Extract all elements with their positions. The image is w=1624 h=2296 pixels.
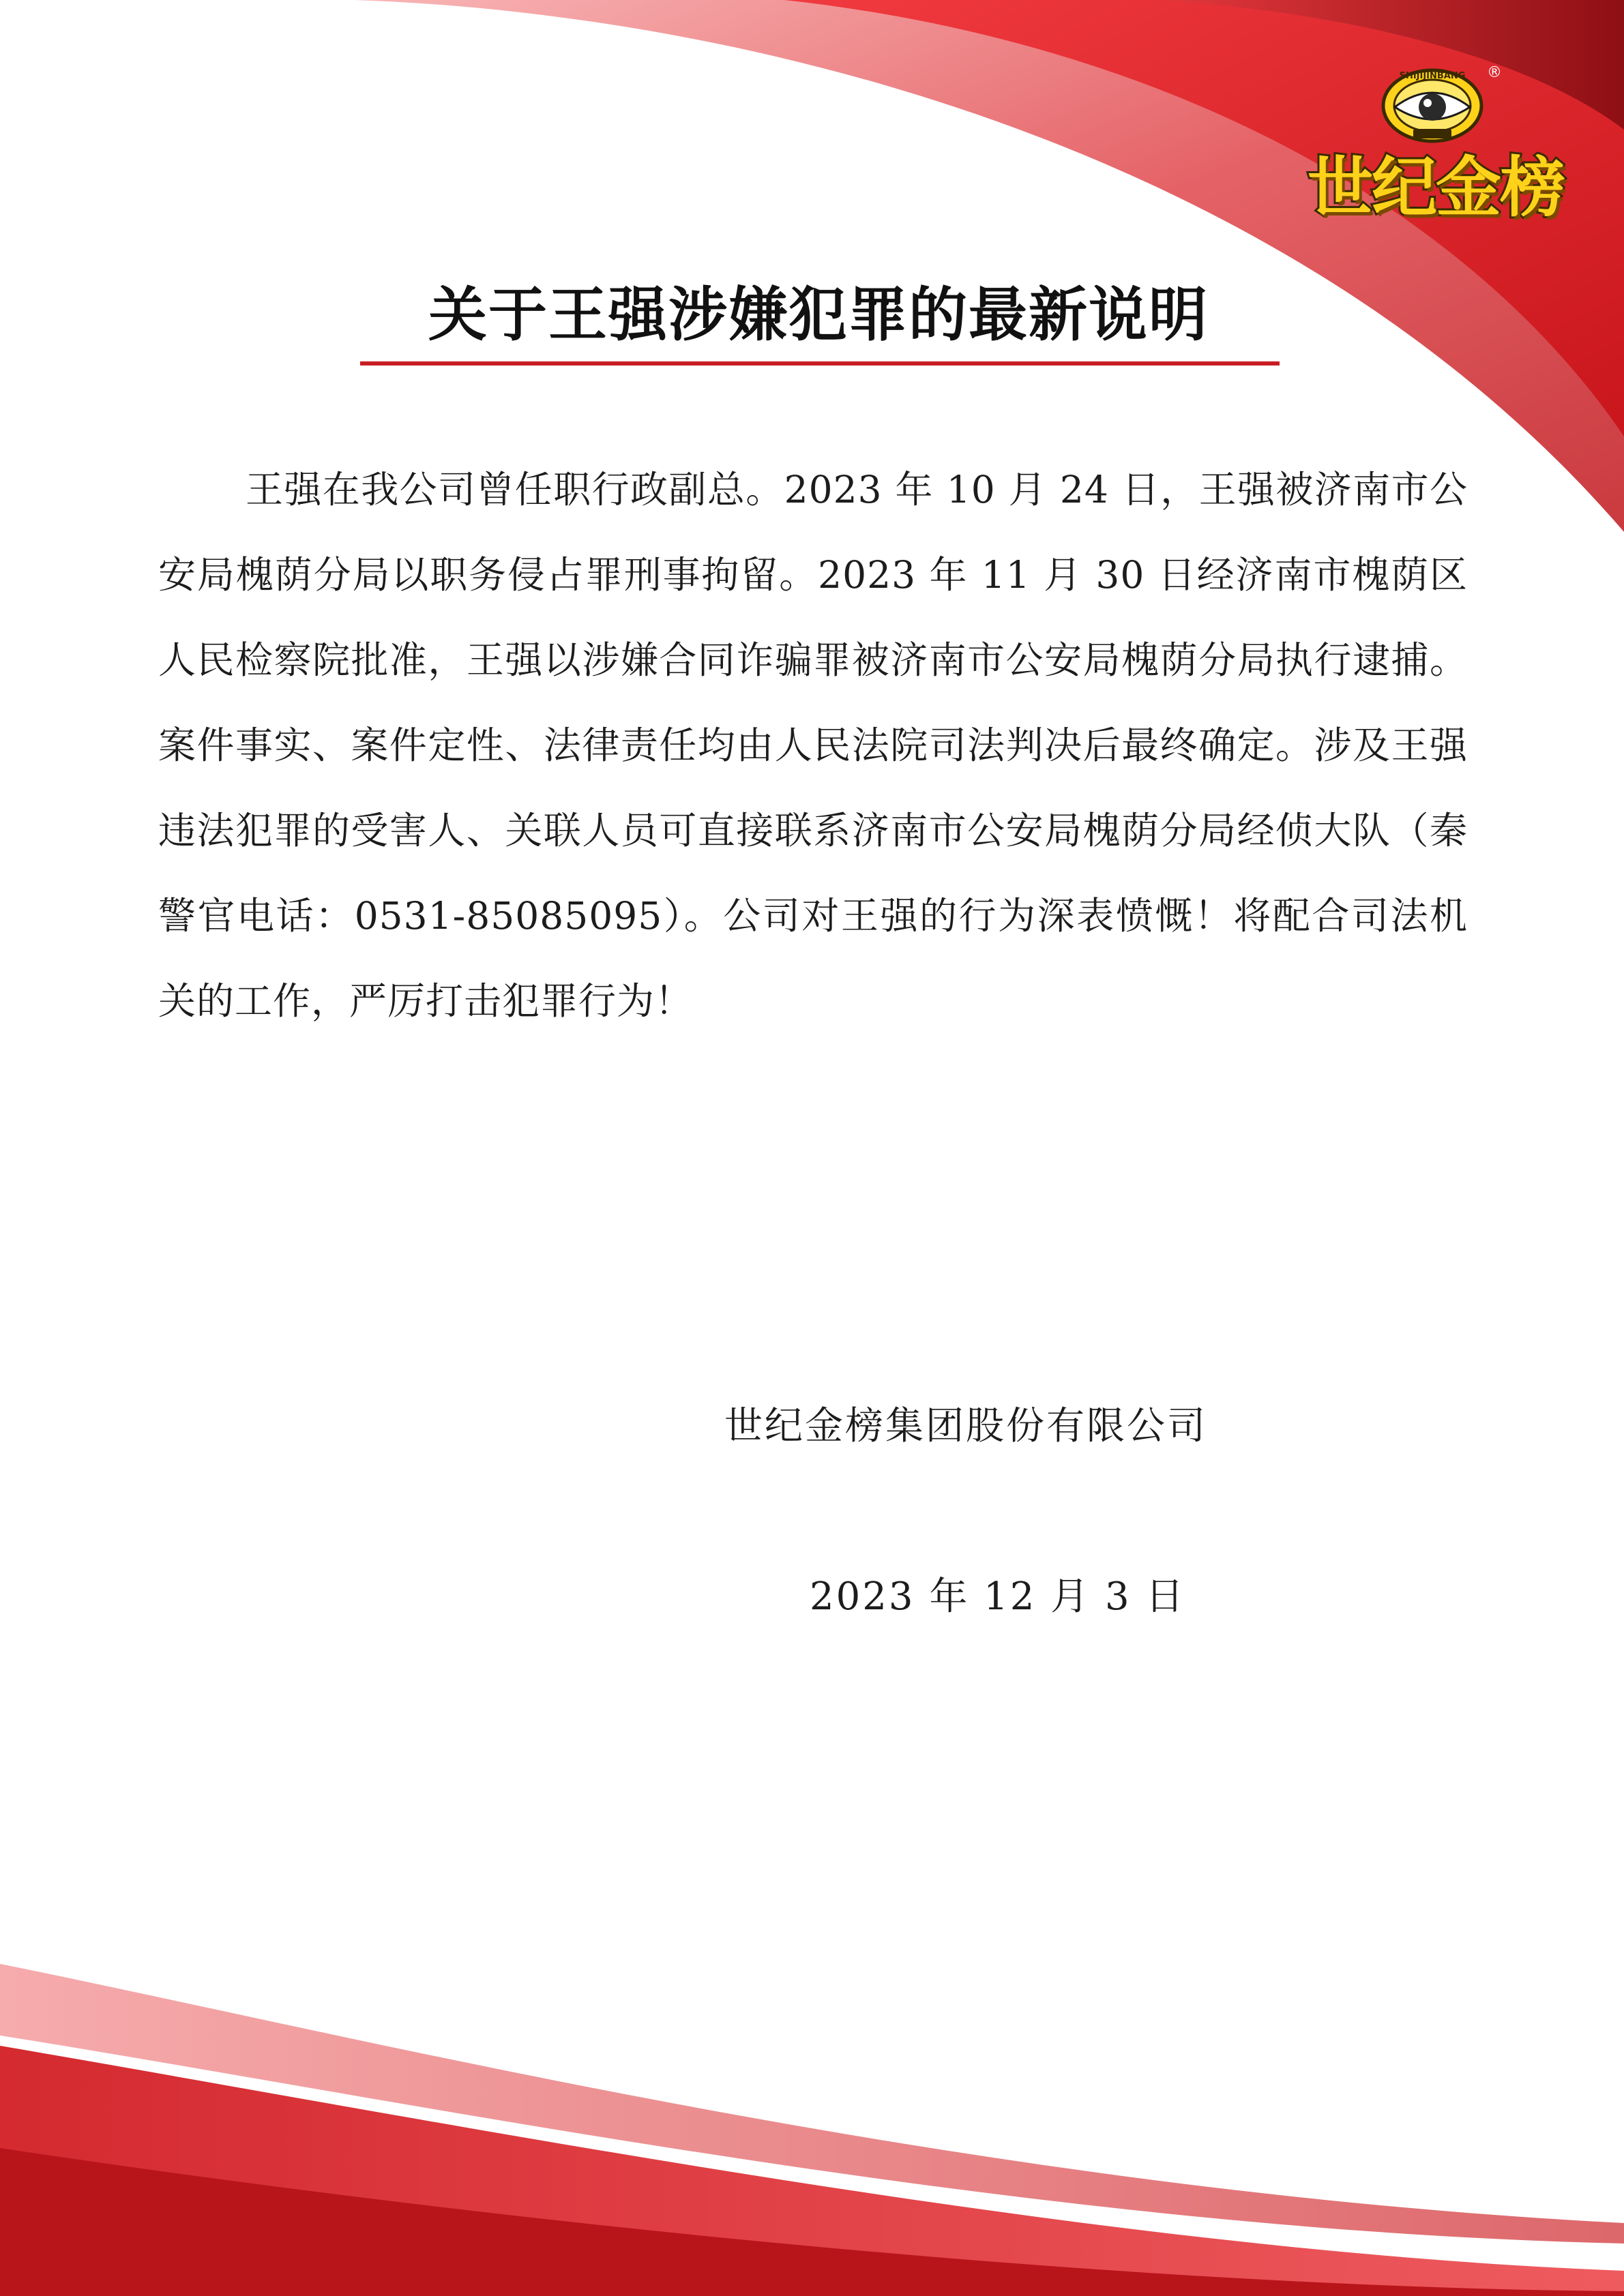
eye-emblem-icon: [1306, 58, 1565, 153]
logo-ring-text: SHIJIJINBANG: [1399, 71, 1466, 81]
document-title: 关于王强涉嫌犯罪的最新说明: [428, 280, 1209, 349]
logo-brand-text: 世纪金榜: [1308, 149, 1564, 226]
document-body: 王强在我公司曾任职行政副总。2023 年 10 月 24 日，王强被济南市公安局槐荫分局以职务侵占罪刑事拘留。2023 年 11 月 30 日经济南市槐荫区人民检察院批准，王强以涉嫌合同诈骗罪被济南市公安局槐荫分局执行逮捕。案件事实、案件定性、法律责任均由人民法院司法判决后最终确定。涉及王强违法犯罪的受害人、关联人员可直接联系济南市公安局槐荫分局经侦大队（秦警官电话：0531-85085095）。公司对王强的行为深表愤慨！将配合司法机关的工作，严厉打击犯罪行为！: [158, 468, 1468, 1023]
document-date: 2023 年 12 月 3 日: [810, 1575, 1186, 1619]
registered-mark: ®: [1487, 64, 1502, 81]
brand-logo: [1306, 58, 1565, 228]
title-underline: [360, 361, 1280, 366]
company-signature: 世纪金榜集团股份有限公司: [724, 1404, 1207, 1448]
